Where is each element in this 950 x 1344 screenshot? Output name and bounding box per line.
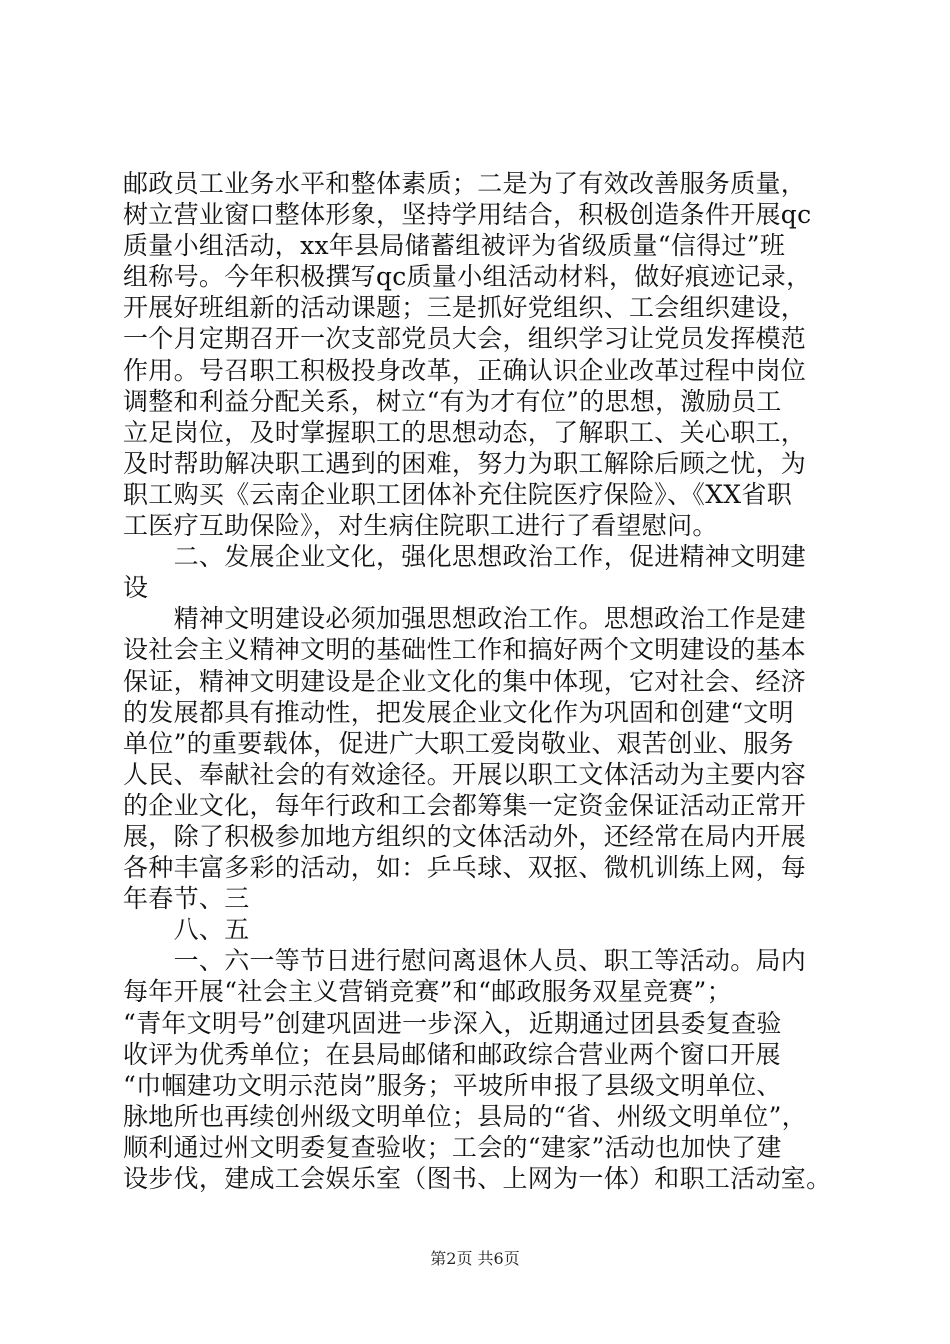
text-line: “青年文明号”创建巩固进一步深入，近期通过团县委复查验 (123, 1008, 782, 1038)
text-line: 职工购买《云南企业职工团体补充住院医疗保险》、《XX省职 (123, 479, 792, 509)
text-line: 收评为优秀单位；在县局邮储和邮政综合营业两个窗口开展 (123, 1039, 781, 1069)
text-line: “巾帼建功文明示范岗”服务；平坡所申报了县级文明单位、 (123, 1070, 782, 1100)
text-line: 树立营业窗口整体形象，坚持学用结合，积极创造条件开展qc (123, 200, 812, 230)
text-line: 一、六一等节日进行慰问离退休人员、职工等活动。局内 (123, 946, 807, 976)
text-line: 邮政员工业务水平和整体素质；二是为了有效改善服务质量， (123, 169, 807, 198)
text-line: 设社会主义精神文明的基础性工作和搞好两个文明建设的基本 (123, 635, 807, 665)
text-line: 的发展都具有推动性，把发展企业文化作为巩固和创建“文明 (123, 697, 794, 727)
text-line: 脉地所也再续创州级文明单位；县局的“省、州级文明单位”， (123, 1101, 807, 1131)
text-line: 年春节、三 (123, 884, 250, 914)
text-line: 人民、奉献社会的有效途径。开展以职工文体活动为主要内容 (123, 759, 807, 789)
section-heading-line: 二、发展企业文化，强化思想政治工作，促进精神文明建 (123, 542, 807, 572)
text-line: 立足岗位，及时掌握职工的思想动态，了解职工、关心职工， (123, 417, 807, 447)
body-text (123, 168, 863, 1194)
section-heading-line: 设 (123, 573, 149, 603)
text-line: 及时帮助解决职工遇到的困难，努力为职工解除后顾之忧，为 (123, 448, 807, 478)
text-line: 单位”的重要载体，促进广大职工爱岗敬业、艰苦创业、服务 (123, 728, 794, 758)
text-line: 开展好班组新的活动课题；三是抓好党组织、工会组织建设， (123, 293, 807, 323)
text-line: 调整和利益分配关系，树立“有为才有位”的思想，激励员工 (123, 386, 782, 416)
text-line: 每年开展“社会主义营销竞赛”和“邮政服务双星竞赛”； (123, 977, 732, 1007)
text-line: 一个月定期召开一次支部党员大会，组织学习让党员发挥模范 (123, 324, 807, 354)
page-number-footer: 第2页 共6页 (430, 1249, 520, 1268)
text-line: 顺利通过州文明委复查验收；工会的“建家”活动也加快了建 (123, 1132, 782, 1162)
text-line: 质量小组活动，xx年县局储蓄组被评为省级质量“信得过”班 (123, 231, 786, 261)
text-line: 展，除了积极参加地方组织的文体活动外，还经常在局内开展 (123, 821, 807, 851)
text-line: 工医疗互助保险》，对生病住院职工进行了看望慰问。 (123, 511, 718, 541)
text-line: 各种丰富多彩的活动，如：乒乓球、双抠、微机训练上网，每 (123, 853, 807, 883)
text-line: 作用。号召职工积极投身改革，正确认识企业改革过程中岗位 (123, 355, 807, 385)
text-line: 保证，精神文明建设是企业文化的集中体现，它对社会、经济 (123, 666, 807, 696)
text-line: 设步伐，建成工会娱乐室（图书、上网为一体）和职工活动室。 (123, 1164, 832, 1193)
text-line: 八、五 (123, 915, 250, 945)
text-line: 的企业文化，每年行政和工会都筹集一定资金保证活动正常开 (123, 790, 807, 820)
text-line: 组称号。今年积极撰写qc质量小组活动材料，做好痕迹记录， (123, 262, 812, 292)
text-line: 精神文明建设必须加强思想政治工作。思想政治工作是建 (123, 604, 807, 634)
